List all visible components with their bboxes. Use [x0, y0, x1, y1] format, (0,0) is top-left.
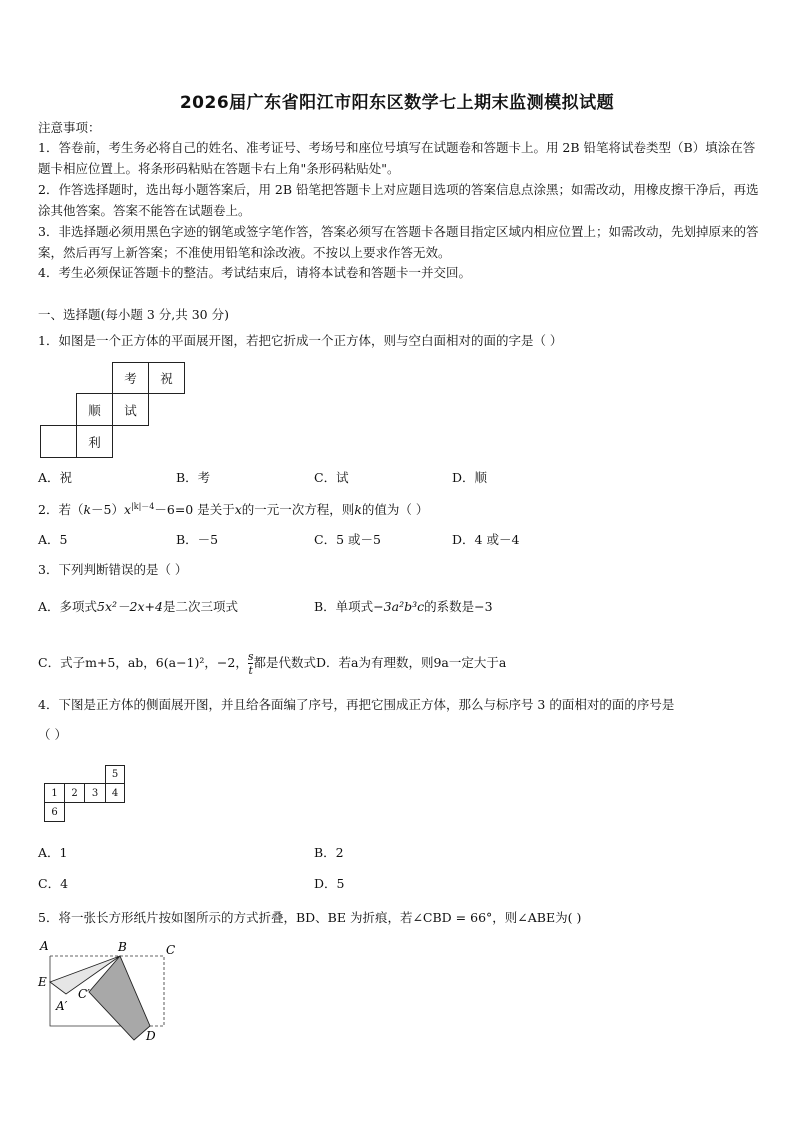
q2-mid3: 的一元一次方程，则 [241, 502, 355, 518]
q1-face-shun: 顺 [76, 393, 113, 426]
q2-suffix: 的值为（ ） [361, 502, 429, 518]
q1-face-kao: 考 [112, 362, 149, 394]
q4-cube-net [44, 765, 126, 823]
q3-c-suffix: 都是代数式 [253, 655, 316, 670]
q2-var-k2: k [354, 502, 362, 518]
q4-face-3: 3 [84, 783, 106, 803]
q3-c-frac-den: t [248, 664, 253, 677]
q5-label-c: C [166, 943, 176, 957]
notice-item-1: 1．答卷前，考生务必将自己的姓名、准考证号、考场号和座位号填写在试题卷和答题卡上。用 2B 铅笔将试卷类型（B）填涂在答题卡相应位置上。将条形码粘贴在答题卡右上角"条形码粘贴处"。 [38, 140, 756, 176]
q2-option-b: B．－5 [176, 532, 219, 547]
q5-target: ∠ABE [517, 910, 556, 925]
q1-face-zhu: 祝 [148, 362, 185, 394]
q2-stem [38, 497, 428, 520]
q2-mid1: －5） [91, 502, 124, 518]
q3-c-frac-num: s [247, 650, 254, 663]
q4-option-b: B．2 [314, 845, 344, 860]
q4-face-4: 4 [105, 783, 125, 803]
q5-label-e: E [38, 975, 47, 989]
q3-b-expr: −3a²b³c [373, 599, 425, 614]
q2-var-k: k [83, 502, 92, 518]
q3-option-d: D．若a为有理数，则9a一定大于a [316, 655, 507, 670]
page-title: 2026届广东省阳江市阳东区数学七上期末监测模拟试题 [179, 93, 615, 113]
q1-cube-net [40, 362, 186, 458]
q3-b-suffix: 的系数是−3 [424, 599, 493, 614]
q3-option-c [38, 650, 506, 677]
q4-option-c: C．4 [38, 876, 69, 891]
q2-prefix: 2．若（ [38, 502, 84, 518]
q1-face-blank [40, 425, 77, 458]
q2-option-a: A．5 [38, 532, 68, 547]
q1-option-d: D．顺 [452, 470, 488, 485]
q5-fold-figure [34, 936, 184, 1048]
notice-item-3: 3．非选择题必须用黑色字迹的钢笔或签字笔作答，答案必须写在答题卡各题目指定区域内相应位置上；如需改动，先划掉原来的答案，然后再写上新答案；不准使用铅笔和涂改液。不按以上要求作答无效。 [38, 224, 759, 260]
q1-option-a: A．祝 [38, 470, 73, 485]
q4-option-d: D．5 [314, 876, 345, 891]
notice-item-4: 4．考生必须保证答题卡的整洁。考试结束后，请将本试卷和答题卡一并交回。 [38, 265, 471, 280]
q3-b-prefix: B．单项式 [314, 599, 374, 614]
q5-label-b: B [118, 940, 127, 954]
q1-face-li: 利 [76, 425, 113, 458]
q5-condition: ∠CBD = 66° [412, 910, 493, 925]
q4-face-2: 2 [64, 783, 85, 803]
q2-var-x: x [123, 502, 132, 518]
q5-label-a: A [40, 939, 49, 953]
section-heading: 一、选择题(每小题 3 分,共 30 分) [38, 307, 229, 322]
q4-stem: 4．下图是正方体的侧面展开图，并且给各面编了序号，再把它围成正方体，那么与标序号 3 的面相对的面的序号是 [38, 697, 675, 712]
q3-a-suffix: 是二次三项式 [162, 599, 238, 614]
q3-option-b [314, 597, 493, 615]
notice-item-2: 2．作答选择题时，选出每小题答案后，用 2B 铅笔把答题卡上对应题目选项的答案信息点涂黑；如需改动，用橡皮擦干净后，再选涂其他答案。答案不能答在试题卷上。 [38, 182, 759, 218]
q1-face-shi: 试 [112, 393, 149, 426]
q4-face-5: 5 [105, 765, 125, 784]
q5-mid: ，则 [492, 910, 518, 925]
q5-label-d: D [146, 1029, 156, 1043]
q4-face-6: 6 [44, 802, 65, 822]
q5-suffix: 为( ) [555, 910, 582, 925]
q4-face-1: 1 [44, 783, 65, 803]
q3-option-a [38, 597, 238, 615]
q1-option-b: B．考 [176, 470, 211, 485]
q5-label-c-prime: C′ [78, 987, 90, 1001]
q2-option-c: C．5 或－5 [314, 532, 381, 547]
q5-prefix: 5．将一张长方形纸片按如图所示的方式折叠，BD、BE 为折痕，若 [38, 910, 413, 925]
q2-mid2: －6=0 是关于 [154, 502, 235, 518]
q5-stem [38, 908, 581, 928]
q5-label-a-prime: A′ [56, 999, 68, 1013]
q3-a-prefix: A．多项式 [38, 599, 98, 614]
q2-option-d: D．4 或－4 [452, 532, 520, 547]
notice-heading: 注意事项： [38, 120, 101, 135]
q1-option-c: C．试 [314, 470, 349, 485]
q3-stem: 3．下列判断错误的是（ ） [38, 562, 188, 577]
q1-stem: 1．如图是一个正方体的平面展开图，若把它折成一个正方体，则与空白面相对的面的字是（ ） [38, 333, 563, 348]
q2-var-x2: x [234, 502, 242, 518]
q2-exponent: |k|－4 [131, 502, 155, 511]
q3-c-text: C．式子m+5，ab，6(a−1)²，−2， [38, 655, 248, 670]
q4-option-a: A．1 [38, 845, 68, 860]
q3-a-expr: 5x²－2x+4 [97, 599, 163, 614]
q4-paren: （ ） [38, 727, 67, 742]
